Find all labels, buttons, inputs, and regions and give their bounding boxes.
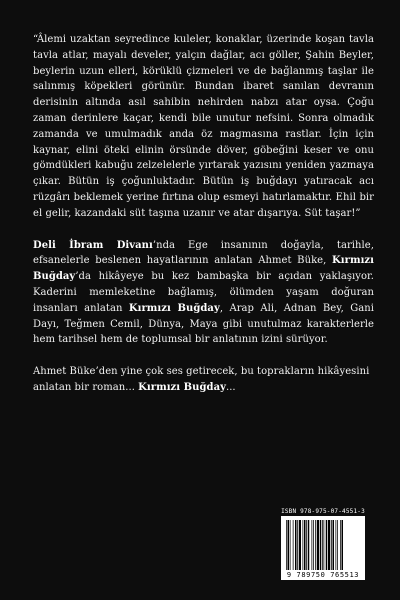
- closing-paragraph: Ahmet Büke’den yine çok ses getirecek, bu toprakların hikâyesini anlatan bir roman... Kırmızı Buğday...: [33, 366, 370, 393]
- barcode-bar: [297, 520, 298, 570]
- barcode-bar: [306, 520, 307, 570]
- barcode-bar: [320, 520, 322, 570]
- blurb-text: [33, 32, 374, 396]
- isbn-block: [278, 508, 368, 594]
- barcode-bar: [299, 520, 301, 570]
- barcode-bar: [340, 520, 341, 570]
- barcode-bar: [336, 520, 337, 570]
- isbn-label: ISBN 978-975-07-4551-3: [278, 508, 368, 515]
- barcode-bar: [328, 520, 330, 570]
- barcode-bar: [288, 520, 290, 570]
- book-quote: “Âlemi uzaktan seyredince kuleler, konaklar, üzerinde koşan tavla tavla atlar, mayalı develer, yalçın dağlar, acı göller, Şahin Beyler, beylerin uzun elleri, körüklü çizmeleri ve de bağlanmış taşlar ile salınmış köpekleri görünür. Bundan ibaret sanılan devranın derisinin altında asıl sahibin nehirden nabzı atar oysa. Çoğu zaman derinlere kaçar, kendi bile unutur nefsini. Sonra olmadık zamanda ve umulmadık anda öz magmasına rastlar. İçin için kaynar, elini öteki elinin örsünde döver, göbeğini keser ve onu gömdükleri kabuğu zelzelelerle yırtarak yazısını yeniden yazmaya çıkar. Bütün iş çoğunluktadır. Bütün iş buğdayı yatıracak acı rüzgârı beklemek yerine fırtına olup esmeyi hatırlamaktır. Ehil bir el gelir, kazandaki süt taşına uzanır ve atar dışarıya. Süt taşar!”: [33, 34, 374, 219]
- barcode-bar: [315, 520, 316, 570]
- book-title: Kırmızı Buğday: [33, 255, 374, 283]
- barcode-bar: [290, 520, 291, 570]
- barcode: [281, 516, 365, 578]
- barcode-bar: [322, 520, 323, 570]
- description-paragraph: Deli İbram Divanı’nda Ege insanının doğayla, tarihle, efsanelerle beslenen hayatlarının anlatan Ahmet Büke, Kırmızı Buğday’da hikâyeye bu kez bambaşka bir açıdan yaklaşıyor. Kaderini memleketine bağlamış, ölümden yaşam doğuran insanları anlatan Kırmızı Buğday, Arap Ali, Adnan Bey, Gani Dayı, Teğmen Cemil, Dünya, Maya gibi unutulmaz karakterlerle hem tarihsel hem de toplumsal bir anlatının izini sürüyor.: [33, 239, 375, 346]
- barcode-bar: [342, 520, 344, 570]
- barcode-bar: [286, 520, 287, 570]
- barcode-bar: [312, 520, 313, 570]
- barcode-bar: [313, 520, 314, 570]
- barcode-bar: [295, 520, 297, 570]
- barcode-bar: [304, 520, 306, 570]
- book-title: Kırmızı Buğday: [138, 381, 226, 393]
- barcode-bar: [317, 520, 319, 570]
- barcode-bar: [333, 520, 335, 570]
- barcode-bar: [331, 520, 332, 570]
- barcode-digits: 9 789750 765513: [281, 570, 365, 580]
- book-title: Kırmızı Buğday: [128, 302, 220, 314]
- barcode-bar: [324, 520, 325, 570]
- barcode-bar: [326, 520, 328, 570]
- barcode-bar: [308, 520, 310, 570]
- barcode-bar: [337, 520, 338, 570]
- barcode-bars: [285, 520, 361, 570]
- barcode-bar: [303, 520, 304, 570]
- barcode-bar: [293, 520, 294, 570]
- book-title-deli-ibram: Deli İbram Divanı: [33, 239, 153, 251]
